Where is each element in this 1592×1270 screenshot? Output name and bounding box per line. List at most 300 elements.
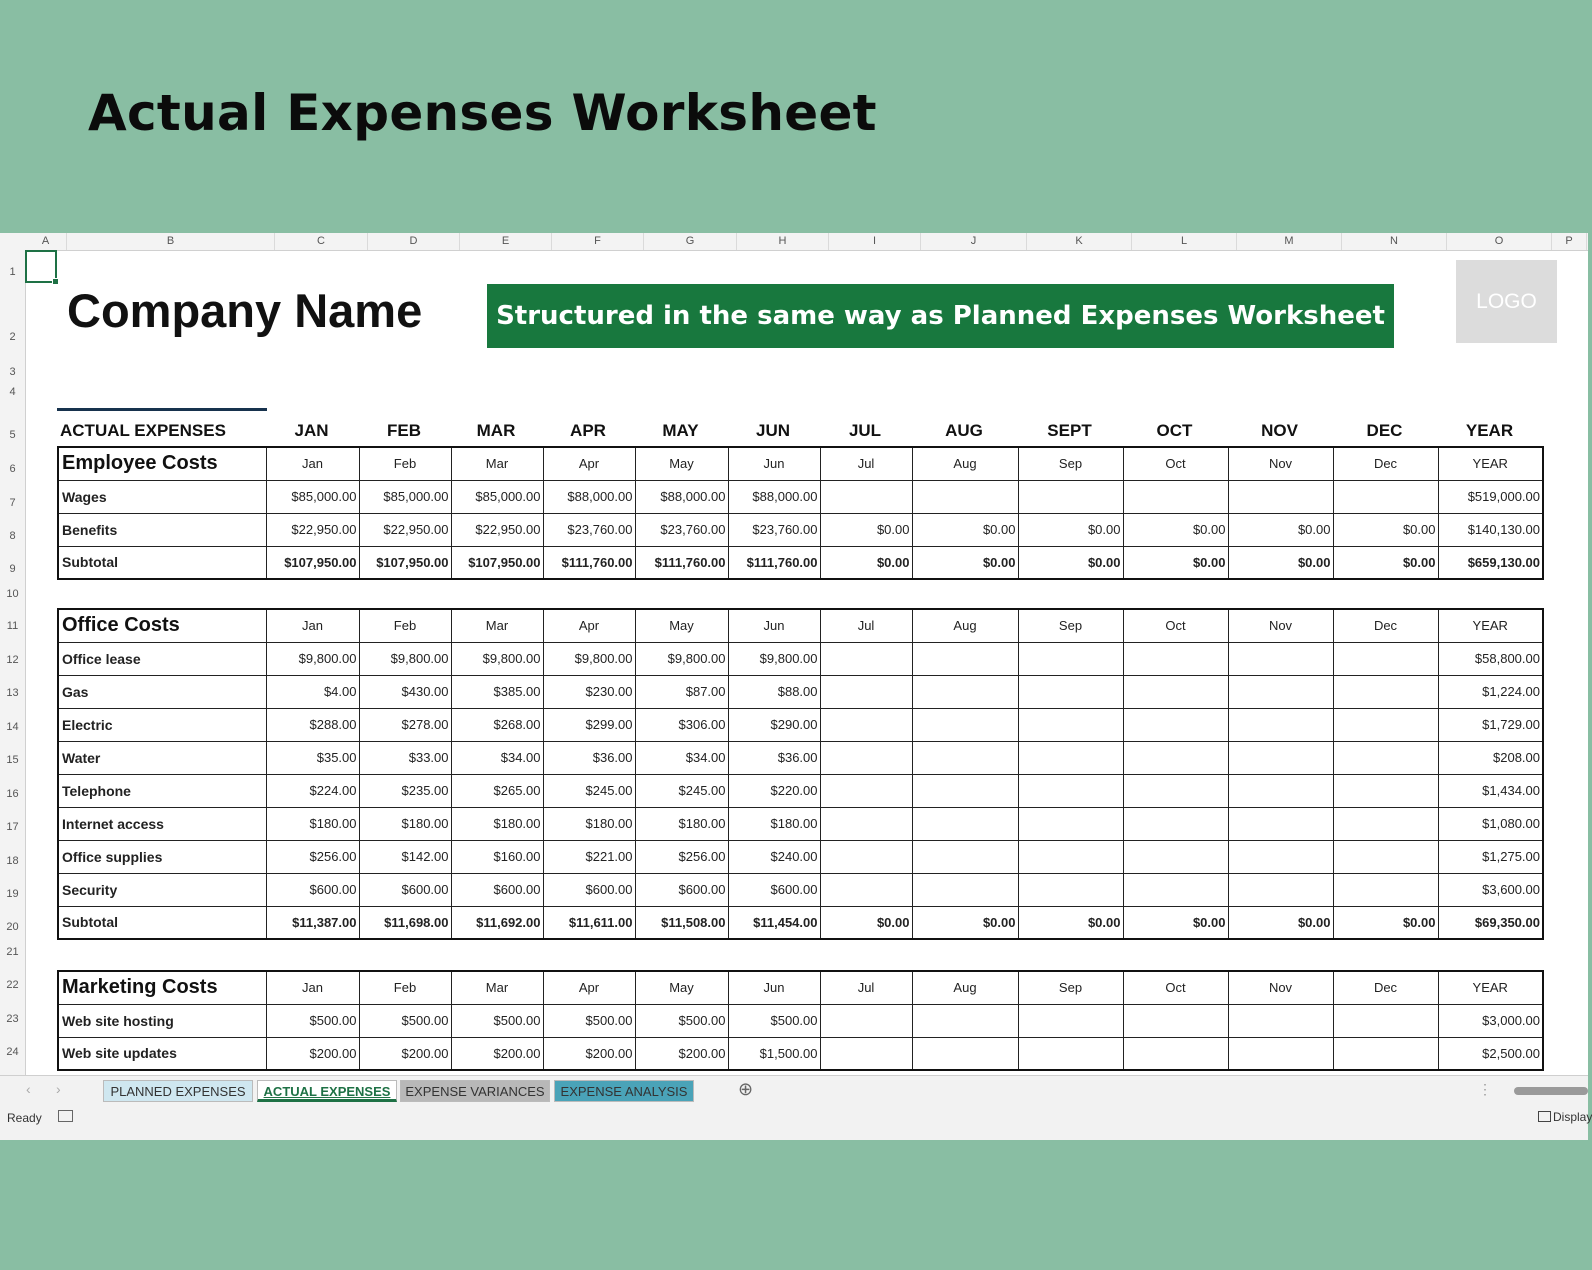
value-cell[interactable]: $180.00 [543, 807, 635, 840]
value-cell[interactable] [820, 1004, 912, 1037]
month-subheader[interactable]: Jan [266, 447, 359, 480]
value-cell[interactable]: $265.00 [451, 774, 543, 807]
month-subheader[interactable]: Jan [266, 609, 359, 642]
column-header-a[interactable]: A [25, 233, 67, 250]
value-cell[interactable] [912, 1037, 1018, 1070]
macro-record-icon[interactable] [58, 1110, 73, 1122]
column-header-f[interactable]: F [552, 233, 644, 250]
row-header-2[interactable]: 2 [9, 331, 16, 343]
value-cell[interactable]: $256.00 [266, 840, 359, 873]
value-cell[interactable]: $23,760.00 [728, 513, 820, 546]
value-cell[interactable]: $220.00 [728, 774, 820, 807]
display-settings-icon[interactable] [1538, 1111, 1551, 1122]
month-subheader[interactable]: Mar [451, 609, 543, 642]
value-cell[interactable]: $3,600.00 [1438, 873, 1543, 906]
value-cell[interactable]: $240.00 [728, 840, 820, 873]
month-subheader[interactable]: Sep [1018, 971, 1123, 1004]
row-header-22[interactable]: 22 [6, 979, 19, 991]
value-cell[interactable]: $600.00 [451, 873, 543, 906]
value-cell[interactable]: $224.00 [266, 774, 359, 807]
value-cell[interactable] [1333, 741, 1438, 774]
value-cell[interactable] [820, 642, 912, 675]
row-header-15[interactable]: 15 [6, 754, 19, 766]
month-subheader[interactable]: Aug [912, 971, 1018, 1004]
value-cell[interactable] [1228, 1037, 1333, 1070]
value-cell[interactable] [1123, 480, 1228, 513]
subtotal-cell[interactable]: $11,508.00 [635, 906, 728, 939]
month-subheader[interactable]: Nov [1228, 971, 1333, 1004]
display-settings-label[interactable]: Display [1553, 1110, 1592, 1124]
section-title[interactable]: Employee Costs [58, 447, 266, 480]
page-title: Actual Expenses Worksheet [88, 84, 877, 142]
value-cell[interactable] [820, 873, 912, 906]
value-cell[interactable] [820, 708, 912, 741]
value-cell[interactable]: $180.00 [635, 807, 728, 840]
row-label[interactable]: Water [58, 741, 266, 774]
value-cell[interactable]: $35.00 [266, 741, 359, 774]
value-cell[interactable] [912, 741, 1018, 774]
value-cell[interactable] [1123, 873, 1228, 906]
month-subheader[interactable]: Jul [820, 609, 912, 642]
subtotal-cell[interactable]: $0.00 [912, 906, 1018, 939]
value-cell[interactable]: $180.00 [359, 807, 451, 840]
month-subheader[interactable]: Apr [543, 447, 635, 480]
row-header-4[interactable]: 4 [9, 386, 16, 398]
value-cell[interactable]: $600.00 [728, 873, 820, 906]
value-cell[interactable]: $3,000.00 [1438, 1004, 1543, 1037]
value-cell[interactable] [1123, 840, 1228, 873]
value-cell[interactable]: $0.00 [1123, 513, 1228, 546]
subtotal-label[interactable]: Subtotal [58, 546, 266, 579]
tab-planned-expenses[interactable]: PLANNED EXPENSES [103, 1080, 253, 1102]
value-cell[interactable]: $142.00 [359, 840, 451, 873]
value-cell[interactable]: $9,800.00 [359, 642, 451, 675]
company-name[interactable]: Company Name [67, 284, 423, 337]
row-label[interactable]: Gas [58, 675, 266, 708]
tab-scroll-right-icon[interactable]: › [56, 1081, 61, 1097]
row-header-17[interactable]: 17 [6, 821, 19, 833]
month-subheader[interactable]: Oct [1123, 447, 1228, 480]
value-cell[interactable]: $600.00 [359, 873, 451, 906]
value-cell[interactable]: $1,275.00 [1438, 840, 1543, 873]
value-cell[interactable]: $180.00 [728, 807, 820, 840]
month-subheader[interactable]: Jun [728, 609, 820, 642]
subtotal-cell[interactable]: $11,692.00 [451, 906, 543, 939]
month-subheader[interactable]: Jan [266, 971, 359, 1004]
subtotal-cell[interactable]: $0.00 [1018, 546, 1123, 579]
section-title[interactable]: Marketing Costs [58, 971, 266, 1004]
value-cell[interactable] [912, 480, 1018, 513]
value-cell[interactable] [912, 642, 1018, 675]
subtotal-cell[interactable]: $0.00 [1228, 546, 1333, 579]
column-header-d[interactable]: D [368, 233, 460, 250]
value-cell[interactable]: $299.00 [543, 708, 635, 741]
month-subheader[interactable]: Mar [451, 971, 543, 1004]
value-cell[interactable] [820, 480, 912, 513]
row-header-9[interactable]: 9 [9, 563, 16, 575]
value-cell[interactable]: $88.00 [728, 675, 820, 708]
value-cell[interactable]: $500.00 [728, 1004, 820, 1037]
row-header-1[interactable]: 1 [9, 266, 16, 278]
value-cell[interactable] [820, 675, 912, 708]
value-cell[interactable] [1228, 840, 1333, 873]
month-subheader[interactable]: Jul [820, 447, 912, 480]
month-header-may: MAY [662, 421, 699, 440]
value-cell[interactable] [1018, 708, 1123, 741]
value-cell[interactable]: $385.00 [451, 675, 543, 708]
row-header-19[interactable]: 19 [6, 888, 19, 900]
column-header-i[interactable]: I [829, 233, 921, 250]
value-cell[interactable]: $600.00 [635, 873, 728, 906]
month-header-year: YEAR [1465, 421, 1514, 440]
month-subheader[interactable]: Nov [1228, 609, 1333, 642]
month-header-mar: MAR [476, 421, 516, 440]
value-cell[interactable]: $9,800.00 [635, 642, 728, 675]
value-cell[interactable] [820, 807, 912, 840]
value-cell[interactable] [1018, 807, 1123, 840]
subtotal-cell[interactable]: $0.00 [1123, 546, 1228, 579]
value-cell[interactable]: $2,500.00 [1438, 1037, 1543, 1070]
value-cell[interactable]: $430.00 [359, 675, 451, 708]
value-cell[interactable]: $0.00 [1018, 513, 1123, 546]
value-cell[interactable]: $235.00 [359, 774, 451, 807]
value-cell[interactable]: $87.00 [635, 675, 728, 708]
value-cell[interactable] [1123, 642, 1228, 675]
value-cell[interactable]: $245.00 [635, 774, 728, 807]
subtotal-cell[interactable]: $11,611.00 [543, 906, 635, 939]
value-cell[interactable] [1123, 1004, 1228, 1037]
value-cell[interactable]: $1,434.00 [1438, 774, 1543, 807]
value-cell[interactable]: $256.00 [635, 840, 728, 873]
value-cell[interactable]: $500.00 [451, 1004, 543, 1037]
column-header-h[interactable]: H [737, 233, 829, 250]
row-header-10[interactable]: 10 [6, 588, 19, 600]
value-cell[interactable]: $600.00 [266, 873, 359, 906]
value-cell[interactable]: $0.00 [912, 513, 1018, 546]
value-cell[interactable] [1123, 807, 1228, 840]
row-header-6[interactable]: 6 [9, 463, 16, 475]
subtotal-cell[interactable]: $659,130.00 [1438, 546, 1543, 579]
row-label[interactable]: Internet access [58, 807, 266, 840]
value-cell[interactable]: $500.00 [543, 1004, 635, 1037]
value-cell[interactable]: $9,800.00 [266, 642, 359, 675]
row-header-23[interactable]: 23 [6, 1013, 19, 1025]
value-cell[interactable]: $88,000.00 [543, 480, 635, 513]
value-cell[interactable]: $200.00 [266, 1037, 359, 1070]
subtotal-cell[interactable]: $111,760.00 [635, 546, 728, 579]
value-cell[interactable] [1123, 708, 1228, 741]
tab-scroll-left-icon[interactable]: ‹ [26, 1081, 31, 1097]
value-cell[interactable] [912, 840, 1018, 873]
value-cell[interactable] [1123, 774, 1228, 807]
tab-expense-variances[interactable]: EXPENSE VARIANCES [400, 1080, 550, 1102]
value-cell[interactable] [1228, 708, 1333, 741]
value-cell[interactable]: $500.00 [635, 1004, 728, 1037]
column-header-g[interactable]: G [644, 233, 737, 250]
column-header-o[interactable]: O [1447, 233, 1552, 250]
value-cell[interactable]: $0.00 [1333, 513, 1438, 546]
value-cell[interactable]: $180.00 [451, 807, 543, 840]
value-cell[interactable] [1018, 840, 1123, 873]
value-cell[interactable]: $208.00 [1438, 741, 1543, 774]
value-cell[interactable]: $290.00 [728, 708, 820, 741]
value-cell[interactable] [1123, 741, 1228, 774]
month-subheader[interactable]: Feb [359, 609, 451, 642]
row-header-13[interactable]: 13 [6, 687, 19, 699]
tab-expense-analysis[interactable]: EXPENSE ANALYSIS [554, 1080, 694, 1102]
month-subheader[interactable]: Dec [1333, 447, 1438, 480]
month-subheader[interactable]: Feb [359, 971, 451, 1004]
row-header-3[interactable]: 3 [9, 366, 16, 378]
month-subheader[interactable]: Jun [728, 971, 820, 1004]
value-cell[interactable] [820, 774, 912, 807]
value-cell[interactable]: $22,950.00 [359, 513, 451, 546]
value-cell[interactable]: $200.00 [635, 1037, 728, 1070]
month-subheader[interactable]: YEAR [1438, 609, 1543, 642]
value-cell[interactable] [912, 774, 1018, 807]
value-cell[interactable]: $23,760.00 [543, 513, 635, 546]
subtotal-cell[interactable]: $69,350.00 [1438, 906, 1543, 939]
month-subheader[interactable]: May [635, 609, 728, 642]
value-cell[interactable]: $34.00 [635, 741, 728, 774]
value-cell[interactable]: $9,800.00 [543, 642, 635, 675]
row-header-14[interactable]: 14 [6, 721, 19, 733]
value-cell[interactable]: $85,000.00 [266, 480, 359, 513]
row-label[interactable]: Web site hosting [58, 1004, 266, 1037]
row-label[interactable]: Web site updates [58, 1037, 266, 1070]
value-cell[interactable]: $9,800.00 [451, 642, 543, 675]
value-cell[interactable] [1228, 741, 1333, 774]
value-cell[interactable] [1333, 1004, 1438, 1037]
subtotal-cell[interactable]: $107,950.00 [359, 546, 451, 579]
month-subheader[interactable]: Aug [912, 447, 1018, 480]
value-cell[interactable]: $180.00 [266, 807, 359, 840]
value-cell[interactable]: $200.00 [359, 1037, 451, 1070]
month-subheader[interactable]: Jul [820, 971, 912, 1004]
value-cell[interactable]: $1,500.00 [728, 1037, 820, 1070]
month-subheader[interactable]: Sep [1018, 609, 1123, 642]
value-cell[interactable] [912, 1004, 1018, 1037]
row-header-18[interactable]: 18 [6, 855, 19, 867]
subtotal-cell[interactable]: $0.00 [1333, 546, 1438, 579]
column-header-e[interactable]: E [460, 233, 552, 250]
value-cell[interactable]: $23,760.00 [635, 513, 728, 546]
subtotal-cell[interactable]: $11,698.00 [359, 906, 451, 939]
value-cell[interactable]: $221.00 [543, 840, 635, 873]
value-cell[interactable] [820, 1037, 912, 1070]
value-cell[interactable] [1228, 675, 1333, 708]
value-cell[interactable]: $268.00 [451, 708, 543, 741]
value-cell[interactable]: $0.00 [820, 513, 912, 546]
subtotal-cell[interactable]: $111,760.00 [543, 546, 635, 579]
value-cell[interactable]: $36.00 [728, 741, 820, 774]
month-subheader[interactable]: Oct [1123, 971, 1228, 1004]
subtotal-cell[interactable]: $0.00 [1333, 906, 1438, 939]
value-cell[interactable] [1228, 807, 1333, 840]
row-label[interactable]: Telephone [58, 774, 266, 807]
value-cell[interactable] [820, 741, 912, 774]
value-cell[interactable]: $1,224.00 [1438, 675, 1543, 708]
column-header-n[interactable]: N [1342, 233, 1447, 250]
value-cell[interactable]: $200.00 [451, 1037, 543, 1070]
month-subheader[interactable]: Nov [1228, 447, 1333, 480]
value-cell[interactable]: $306.00 [635, 708, 728, 741]
value-cell[interactable] [1018, 1037, 1123, 1070]
month-subheader[interactable]: Sep [1018, 447, 1123, 480]
active-cell-a1[interactable] [25, 250, 57, 283]
column-header-k[interactable]: K [1027, 233, 1132, 250]
value-cell[interactable] [1018, 1004, 1123, 1037]
month-subheader[interactable]: YEAR [1438, 447, 1543, 480]
month-subheader[interactable]: Aug [912, 609, 1018, 642]
month-subheader[interactable]: Jun [728, 447, 820, 480]
value-cell[interactable] [1333, 480, 1438, 513]
value-cell[interactable] [912, 675, 1018, 708]
value-cell[interactable] [1228, 774, 1333, 807]
row-label[interactable]: Office lease [58, 642, 266, 675]
fill-handle[interactable] [52, 278, 59, 285]
value-cell[interactable]: $88,000.00 [635, 480, 728, 513]
row-label[interactable]: Electric [58, 708, 266, 741]
value-cell[interactable]: $288.00 [266, 708, 359, 741]
subtotal-cell[interactable]: $111,760.00 [728, 546, 820, 579]
value-cell[interactable] [912, 873, 1018, 906]
add-sheet-icon[interactable]: ⊕ [738, 1079, 754, 1099]
value-cell[interactable] [1333, 675, 1438, 708]
row-header-16[interactable]: 16 [6, 788, 19, 800]
month-subheader[interactable]: Mar [451, 447, 543, 480]
month-subheader[interactable]: Feb [359, 447, 451, 480]
row-header-12[interactable]: 12 [6, 654, 19, 666]
month-subheader[interactable]: May [635, 447, 728, 480]
value-cell[interactable] [1018, 642, 1123, 675]
subtotal-cell[interactable]: $0.00 [1123, 906, 1228, 939]
value-cell[interactable]: $600.00 [543, 873, 635, 906]
subtotal-label[interactable]: Subtotal [58, 906, 266, 939]
value-cell[interactable] [1333, 708, 1438, 741]
value-cell[interactable]: $1,080.00 [1438, 807, 1543, 840]
more-options-icon[interactable]: ⋮ [1478, 1081, 1492, 1097]
structure-note[interactable]: Structured in the same way as Planned Expenses Worksheet [487, 284, 1394, 348]
value-cell[interactable]: $4.00 [266, 675, 359, 708]
table-row [58, 1004, 1543, 1037]
value-cell[interactable]: $85,000.00 [451, 480, 543, 513]
value-cell[interactable]: $9,800.00 [728, 642, 820, 675]
value-cell[interactable]: $1,729.00 [1438, 708, 1543, 741]
subtotal-cell[interactable]: $0.00 [820, 906, 912, 939]
row-label[interactable]: Office supplies [58, 840, 266, 873]
value-cell[interactable]: $278.00 [359, 708, 451, 741]
horizontal-scrollbar[interactable] [1514, 1087, 1588, 1095]
month-subheader[interactable]: YEAR [1438, 971, 1543, 1004]
column-header-j[interactable]: J [921, 233, 1027, 250]
column-header-b[interactable]: B [67, 233, 275, 250]
tab-actual-expenses[interactable]: ACTUAL EXPENSES [257, 1080, 397, 1102]
value-cell[interactable] [1228, 1004, 1333, 1037]
subtotal-cell[interactable]: $0.00 [912, 546, 1018, 579]
subtotal-cell[interactable]: $11,454.00 [728, 906, 820, 939]
value-cell[interactable] [1333, 840, 1438, 873]
value-cell[interactable] [1333, 774, 1438, 807]
value-cell[interactable]: $230.00 [543, 675, 635, 708]
value-cell[interactable] [1018, 873, 1123, 906]
subtotal-cell[interactable]: $0.00 [820, 546, 912, 579]
value-cell[interactable]: $500.00 [266, 1004, 359, 1037]
row-header-8[interactable]: 8 [9, 530, 16, 542]
value-cell[interactable] [1228, 873, 1333, 906]
value-cell[interactable] [1018, 675, 1123, 708]
value-cell[interactable]: $0.00 [1228, 513, 1333, 546]
subtotal-cell[interactable]: $107,950.00 [451, 546, 543, 579]
row-header-24[interactable]: 24 [6, 1046, 19, 1058]
value-cell[interactable]: $140,130.00 [1438, 513, 1543, 546]
value-cell[interactable] [1018, 741, 1123, 774]
column-header-p[interactable]: P [1552, 233, 1587, 250]
row-label[interactable]: Wages [58, 480, 266, 513]
subtotal-cell[interactable]: $107,950.00 [266, 546, 359, 579]
month-subheader[interactable]: May [635, 971, 728, 1004]
value-cell[interactable]: $34.00 [451, 741, 543, 774]
row-label[interactable]: Security [58, 873, 266, 906]
value-cell[interactable] [1018, 480, 1123, 513]
value-cell[interactable]: $500.00 [359, 1004, 451, 1037]
subtotal-cell[interactable]: $0.00 [1018, 906, 1123, 939]
column-header-l[interactable]: L [1132, 233, 1237, 250]
row-header-21[interactable]: 21 [6, 946, 19, 958]
value-cell[interactable]: $22,950.00 [266, 513, 359, 546]
column-header-c[interactable]: C [275, 233, 368, 250]
value-cell[interactable] [820, 840, 912, 873]
subtotal-cell[interactable]: $0.00 [1228, 906, 1333, 939]
value-cell[interactable]: $85,000.00 [359, 480, 451, 513]
value-cell[interactable]: $245.00 [543, 774, 635, 807]
logo-placeholder[interactable]: LOGO [1456, 260, 1557, 343]
value-cell[interactable] [1333, 807, 1438, 840]
value-cell[interactable] [1333, 873, 1438, 906]
section-title[interactable]: Office Costs [58, 609, 266, 642]
value-cell[interactable]: $88,000.00 [728, 480, 820, 513]
value-cell[interactable] [1123, 1037, 1228, 1070]
value-cell[interactable] [1228, 480, 1333, 513]
value-cell[interactable] [1018, 774, 1123, 807]
row-header-7[interactable]: 7 [9, 497, 16, 509]
value-cell[interactable] [912, 807, 1018, 840]
value-cell[interactable]: $160.00 [451, 840, 543, 873]
value-cell[interactable] [912, 708, 1018, 741]
row-header-5[interactable]: 5 [9, 429, 16, 441]
month-subheader[interactable]: Apr [543, 971, 635, 1004]
value-cell[interactable]: $33.00 [359, 741, 451, 774]
value-cell[interactable]: $200.00 [543, 1037, 635, 1070]
value-cell[interactable] [1333, 1037, 1438, 1070]
value-cell[interactable]: $58,800.00 [1438, 642, 1543, 675]
row-header-11[interactable]: 11 [6, 620, 19, 632]
month-subheader[interactable]: Apr [543, 609, 635, 642]
month-subheader[interactable]: Oct [1123, 609, 1228, 642]
value-cell[interactable]: $519,000.00 [1438, 480, 1543, 513]
column-header-m[interactable]: M [1237, 233, 1342, 250]
value-cell[interactable] [1228, 642, 1333, 675]
value-cell[interactable] [1123, 675, 1228, 708]
value-cell[interactable] [1333, 642, 1438, 675]
value-cell[interactable]: $22,950.00 [451, 513, 543, 546]
row-header-20[interactable]: 20 [6, 921, 19, 933]
subtotal-cell[interactable]: $11,387.00 [266, 906, 359, 939]
row-label[interactable]: Benefits [58, 513, 266, 546]
month-subheader[interactable]: Dec [1333, 971, 1438, 1004]
month-subheader[interactable]: Dec [1333, 609, 1438, 642]
value-cell[interactable]: $36.00 [543, 741, 635, 774]
